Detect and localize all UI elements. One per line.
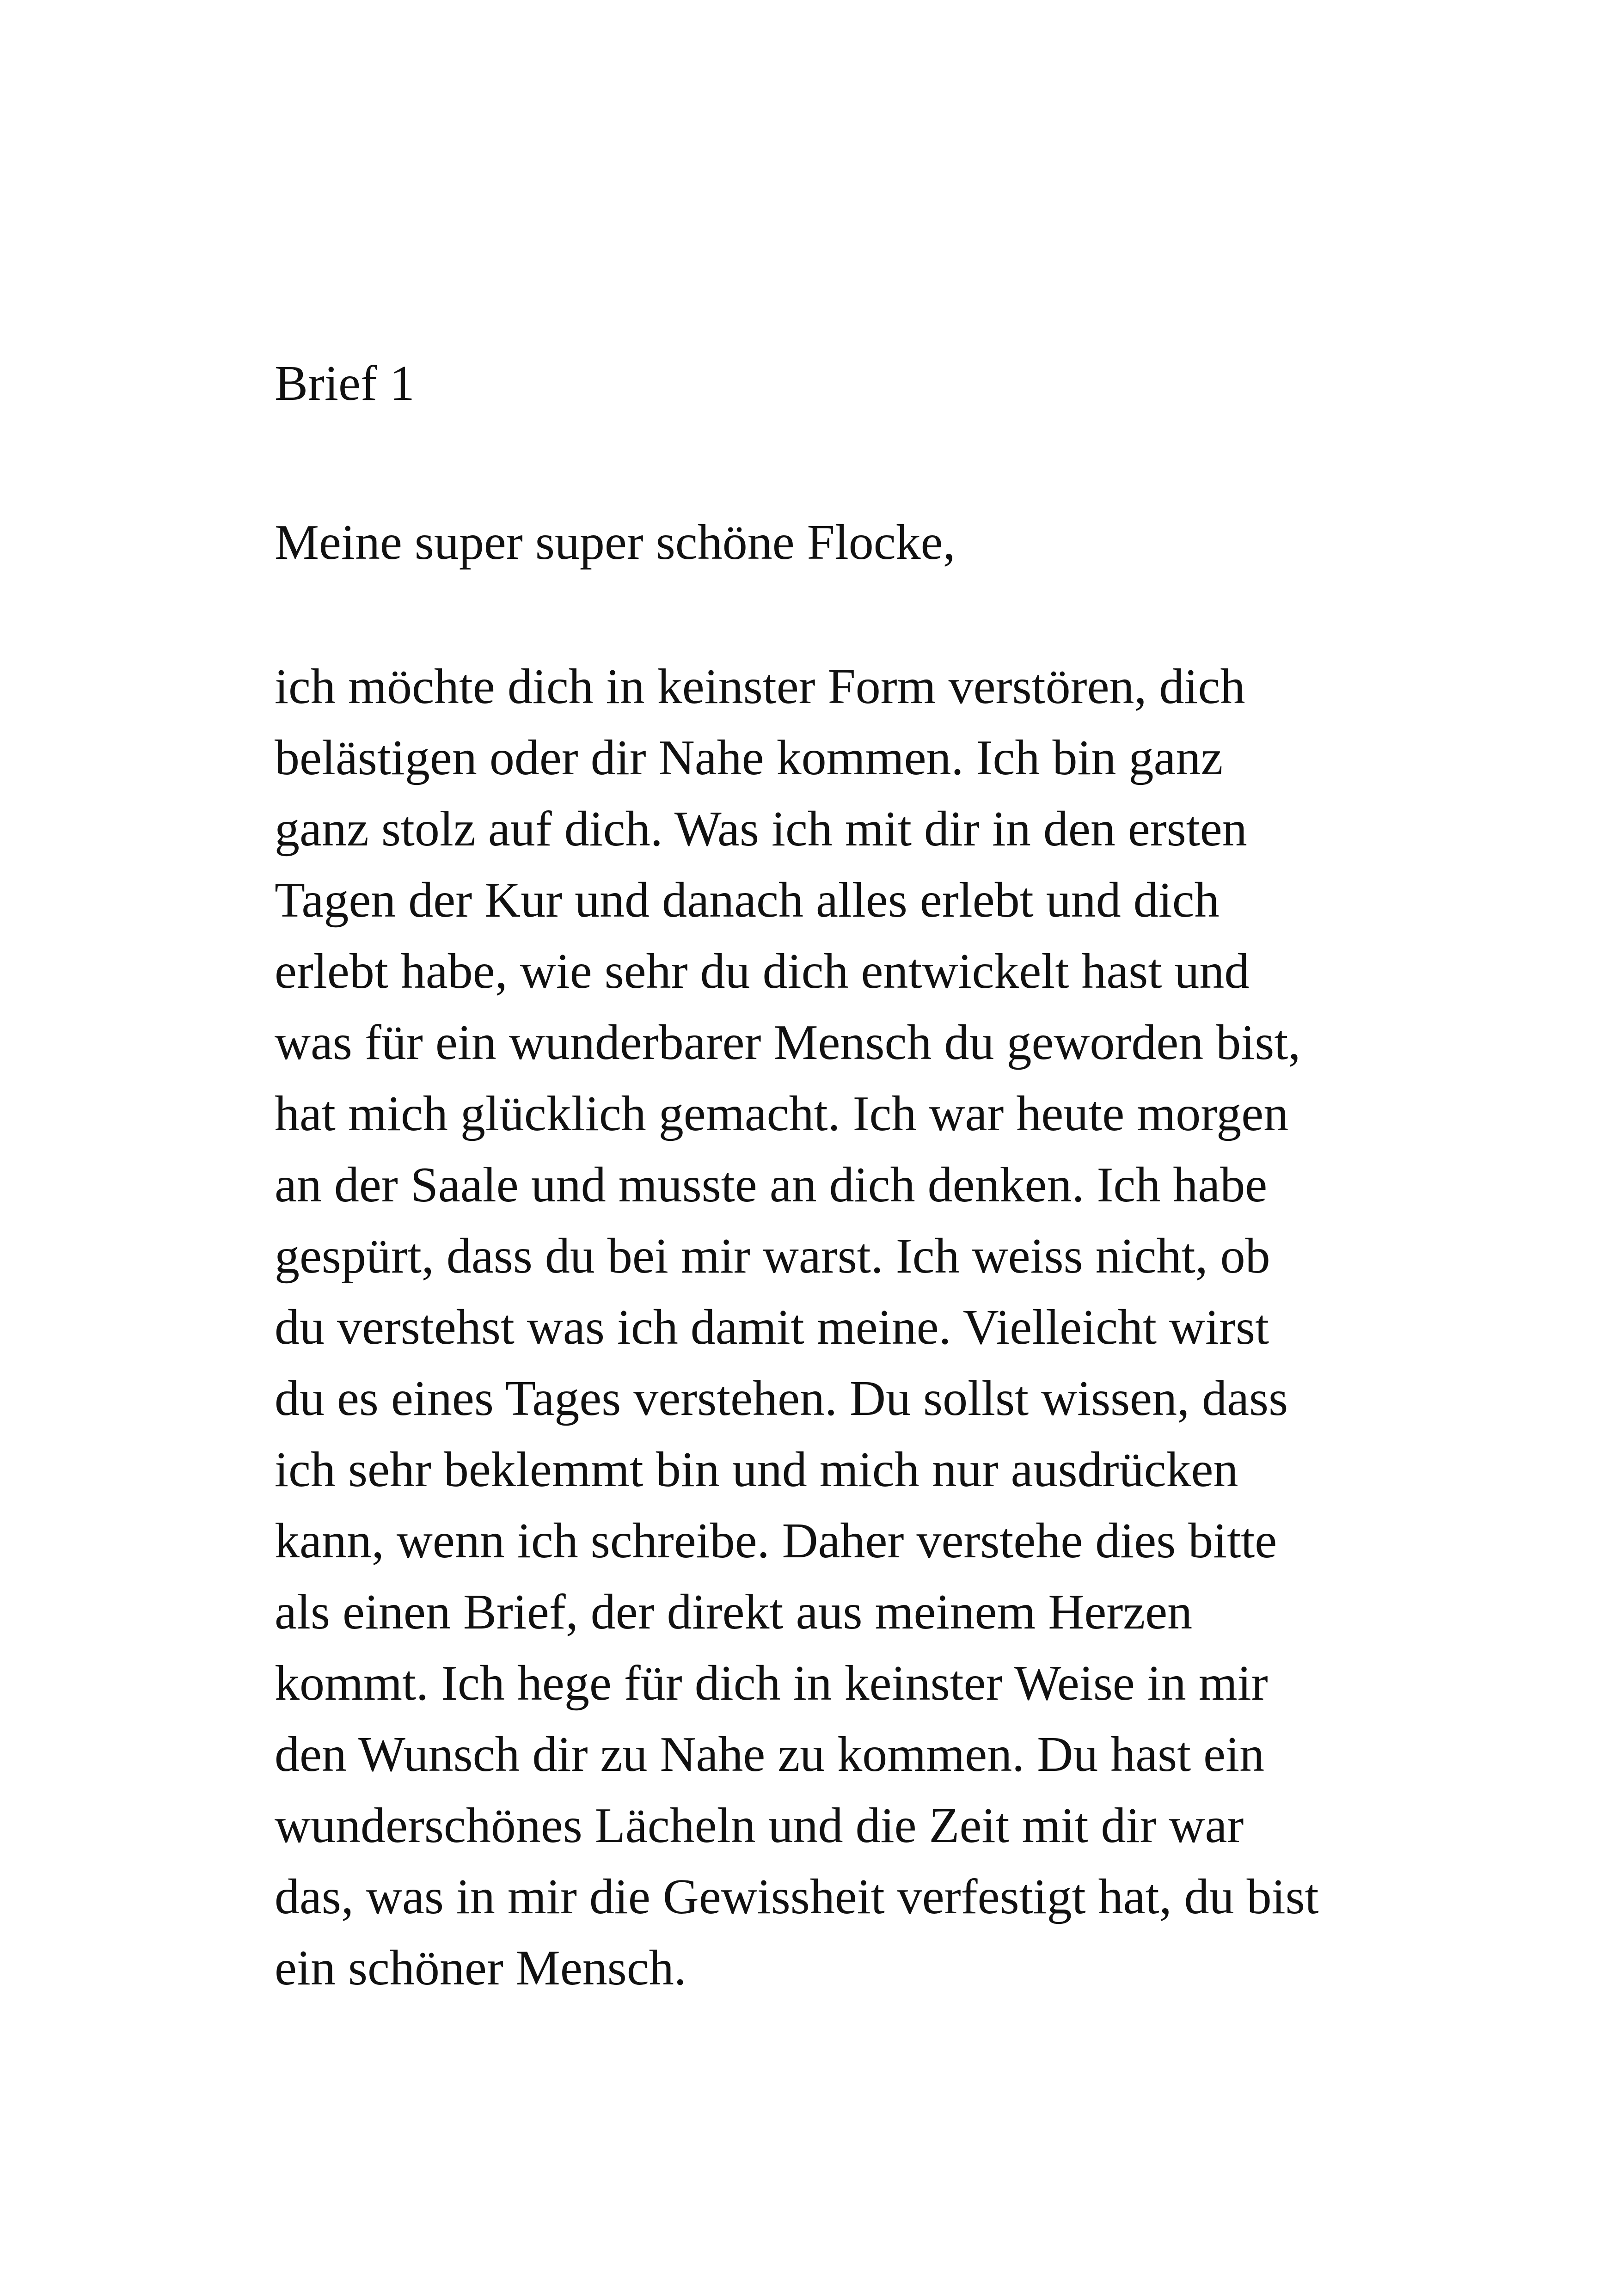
body-line: kann, wenn ich schreibe. Daher verstehe dies bitte [275, 1513, 1277, 1568]
body-line: kommt. Ich hege für dich in keinster Weise in mir [275, 1656, 1268, 1711]
body-line: als einen Brief, der direkt aus meinem Herzen [275, 1585, 1193, 1640]
body-line: an der Saale und musste an dich denken. Ich habe [275, 1157, 1268, 1212]
body-line: du es eines Tages verstehen. Du sollst wissen, dass [275, 1371, 1288, 1426]
body-line: hat mich glücklich gemacht. Ich war heute morgen [275, 1086, 1289, 1141]
body-line: den Wunsch dir zu Nahe zu kommen. Du hast ein [275, 1727, 1265, 1782]
body-line: wunderschönes Lächeln und die Zeit mit dir war [275, 1798, 1244, 1853]
body-line: du verstehst was ich damit meine. Vielleicht wirst [275, 1300, 1269, 1355]
body-line: gespürt, dass du bei mir warst. Ich weiss nicht, ob [275, 1229, 1270, 1284]
letter-salutation: Meine super super schöne Flocke, [275, 515, 956, 570]
letter-title: Brief 1 [275, 356, 415, 411]
body-line: Tagen der Kur und danach alles erlebt und dich [275, 873, 1220, 928]
body-line: erlebt habe, wie sehr du dich entwickelt hast und [275, 944, 1250, 999]
body-line: belästigen oder dir Nahe kommen. Ich bin ganz [275, 730, 1223, 785]
body-line: ein schöner Mensch. [275, 1941, 686, 1996]
body-line: was für ein wunderbarer Mensch du geworden bist, [275, 1015, 1301, 1070]
body-line: ich sehr beklemmt bin und mich nur ausdrücken [275, 1442, 1238, 1497]
body-line: ich möchte dich in keinster Form verstören, dich [275, 659, 1245, 714]
body-line: ganz stolz auf dich. Was ich mit dir in den ersten [275, 802, 1247, 857]
body-line: das, was in mir die Gewissheit verfestigt hat, du bist [275, 1869, 1319, 1924]
